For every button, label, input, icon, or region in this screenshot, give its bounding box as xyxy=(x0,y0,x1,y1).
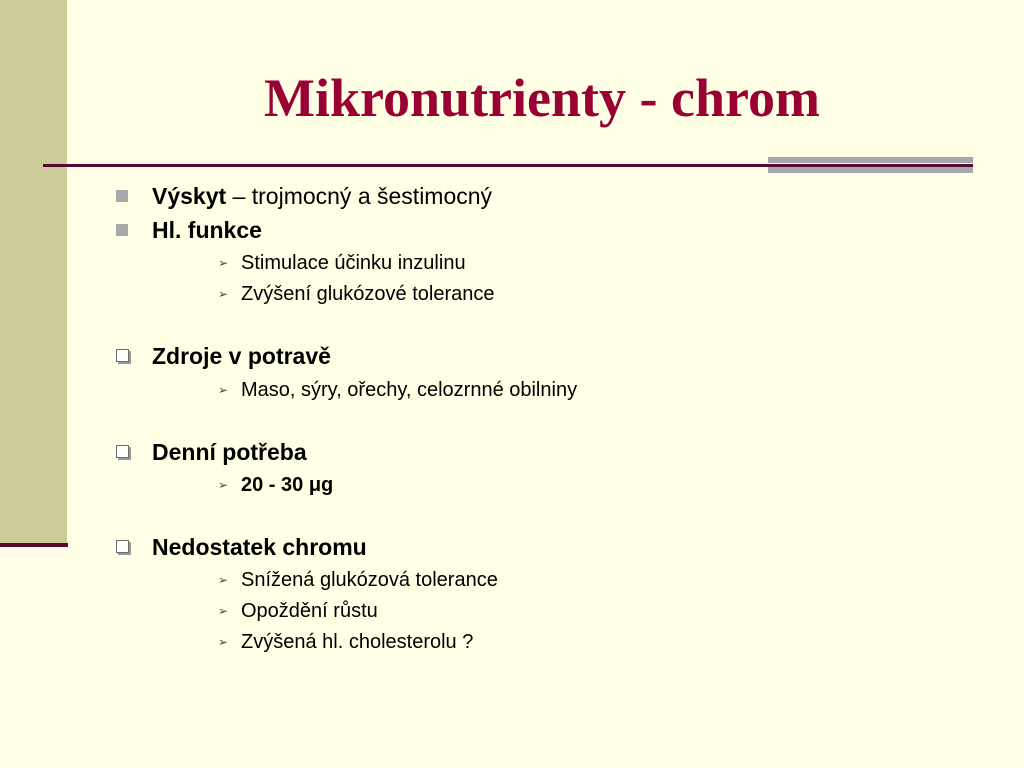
item-text: 20 - 30 μg xyxy=(241,474,334,496)
bullet-item-denni-potreba xyxy=(152,437,307,467)
square-bullet-icon xyxy=(116,224,128,236)
item-heading: Denní potřeba xyxy=(152,439,307,465)
chevron-right-icon: ➢ xyxy=(218,287,229,301)
square-bullet-icon xyxy=(116,190,128,202)
slide-title: Mikronutrienty - chrom xyxy=(264,68,820,128)
item-text: Zvýšení glukózové tolerance xyxy=(241,283,495,305)
sub-item xyxy=(218,280,495,308)
chevron-right-icon: ➢ xyxy=(218,635,229,649)
item-heading: Výskyt xyxy=(152,183,227,209)
bullet-item-zdroje xyxy=(152,341,331,371)
chevron-right-icon: ➢ xyxy=(218,256,229,270)
bullet-item-hl-funkce xyxy=(152,215,262,245)
item-heading: Zdroje v potravě xyxy=(152,343,331,369)
hollow-square-bullet-icon xyxy=(116,540,129,553)
item-text: Maso, sýry, ořechy, celozrnné obilniny xyxy=(241,379,578,401)
item-heading: Nedostatek chromu xyxy=(152,534,367,560)
sub-item xyxy=(218,249,466,277)
hollow-square-bullet-icon xyxy=(116,445,129,458)
chevron-right-icon: ➢ xyxy=(218,383,229,397)
chevron-right-icon: ➢ xyxy=(218,478,229,492)
hollow-square-bullet-icon xyxy=(116,349,129,362)
sub-item xyxy=(218,566,498,594)
chevron-right-icon: ➢ xyxy=(218,604,229,618)
bullet-item-nedostatek xyxy=(152,532,367,562)
item-text: Zvýšená hl. cholesterolu ? xyxy=(241,631,474,653)
sub-item xyxy=(218,628,474,656)
item-text: Stimulace účinku inzulinu xyxy=(241,252,466,274)
item-text: – trojmocný a šestimocný xyxy=(226,183,493,209)
bullet-item-vyskyt xyxy=(152,181,492,211)
item-heading: Hl. funkce xyxy=(152,217,262,243)
sub-item xyxy=(218,597,378,625)
chevron-right-icon: ➢ xyxy=(218,573,229,587)
sub-item xyxy=(218,471,334,499)
sub-item xyxy=(218,376,578,404)
item-text: Snížená glukózová tolerance xyxy=(241,569,498,591)
item-text: Opoždění růstu xyxy=(241,600,378,622)
